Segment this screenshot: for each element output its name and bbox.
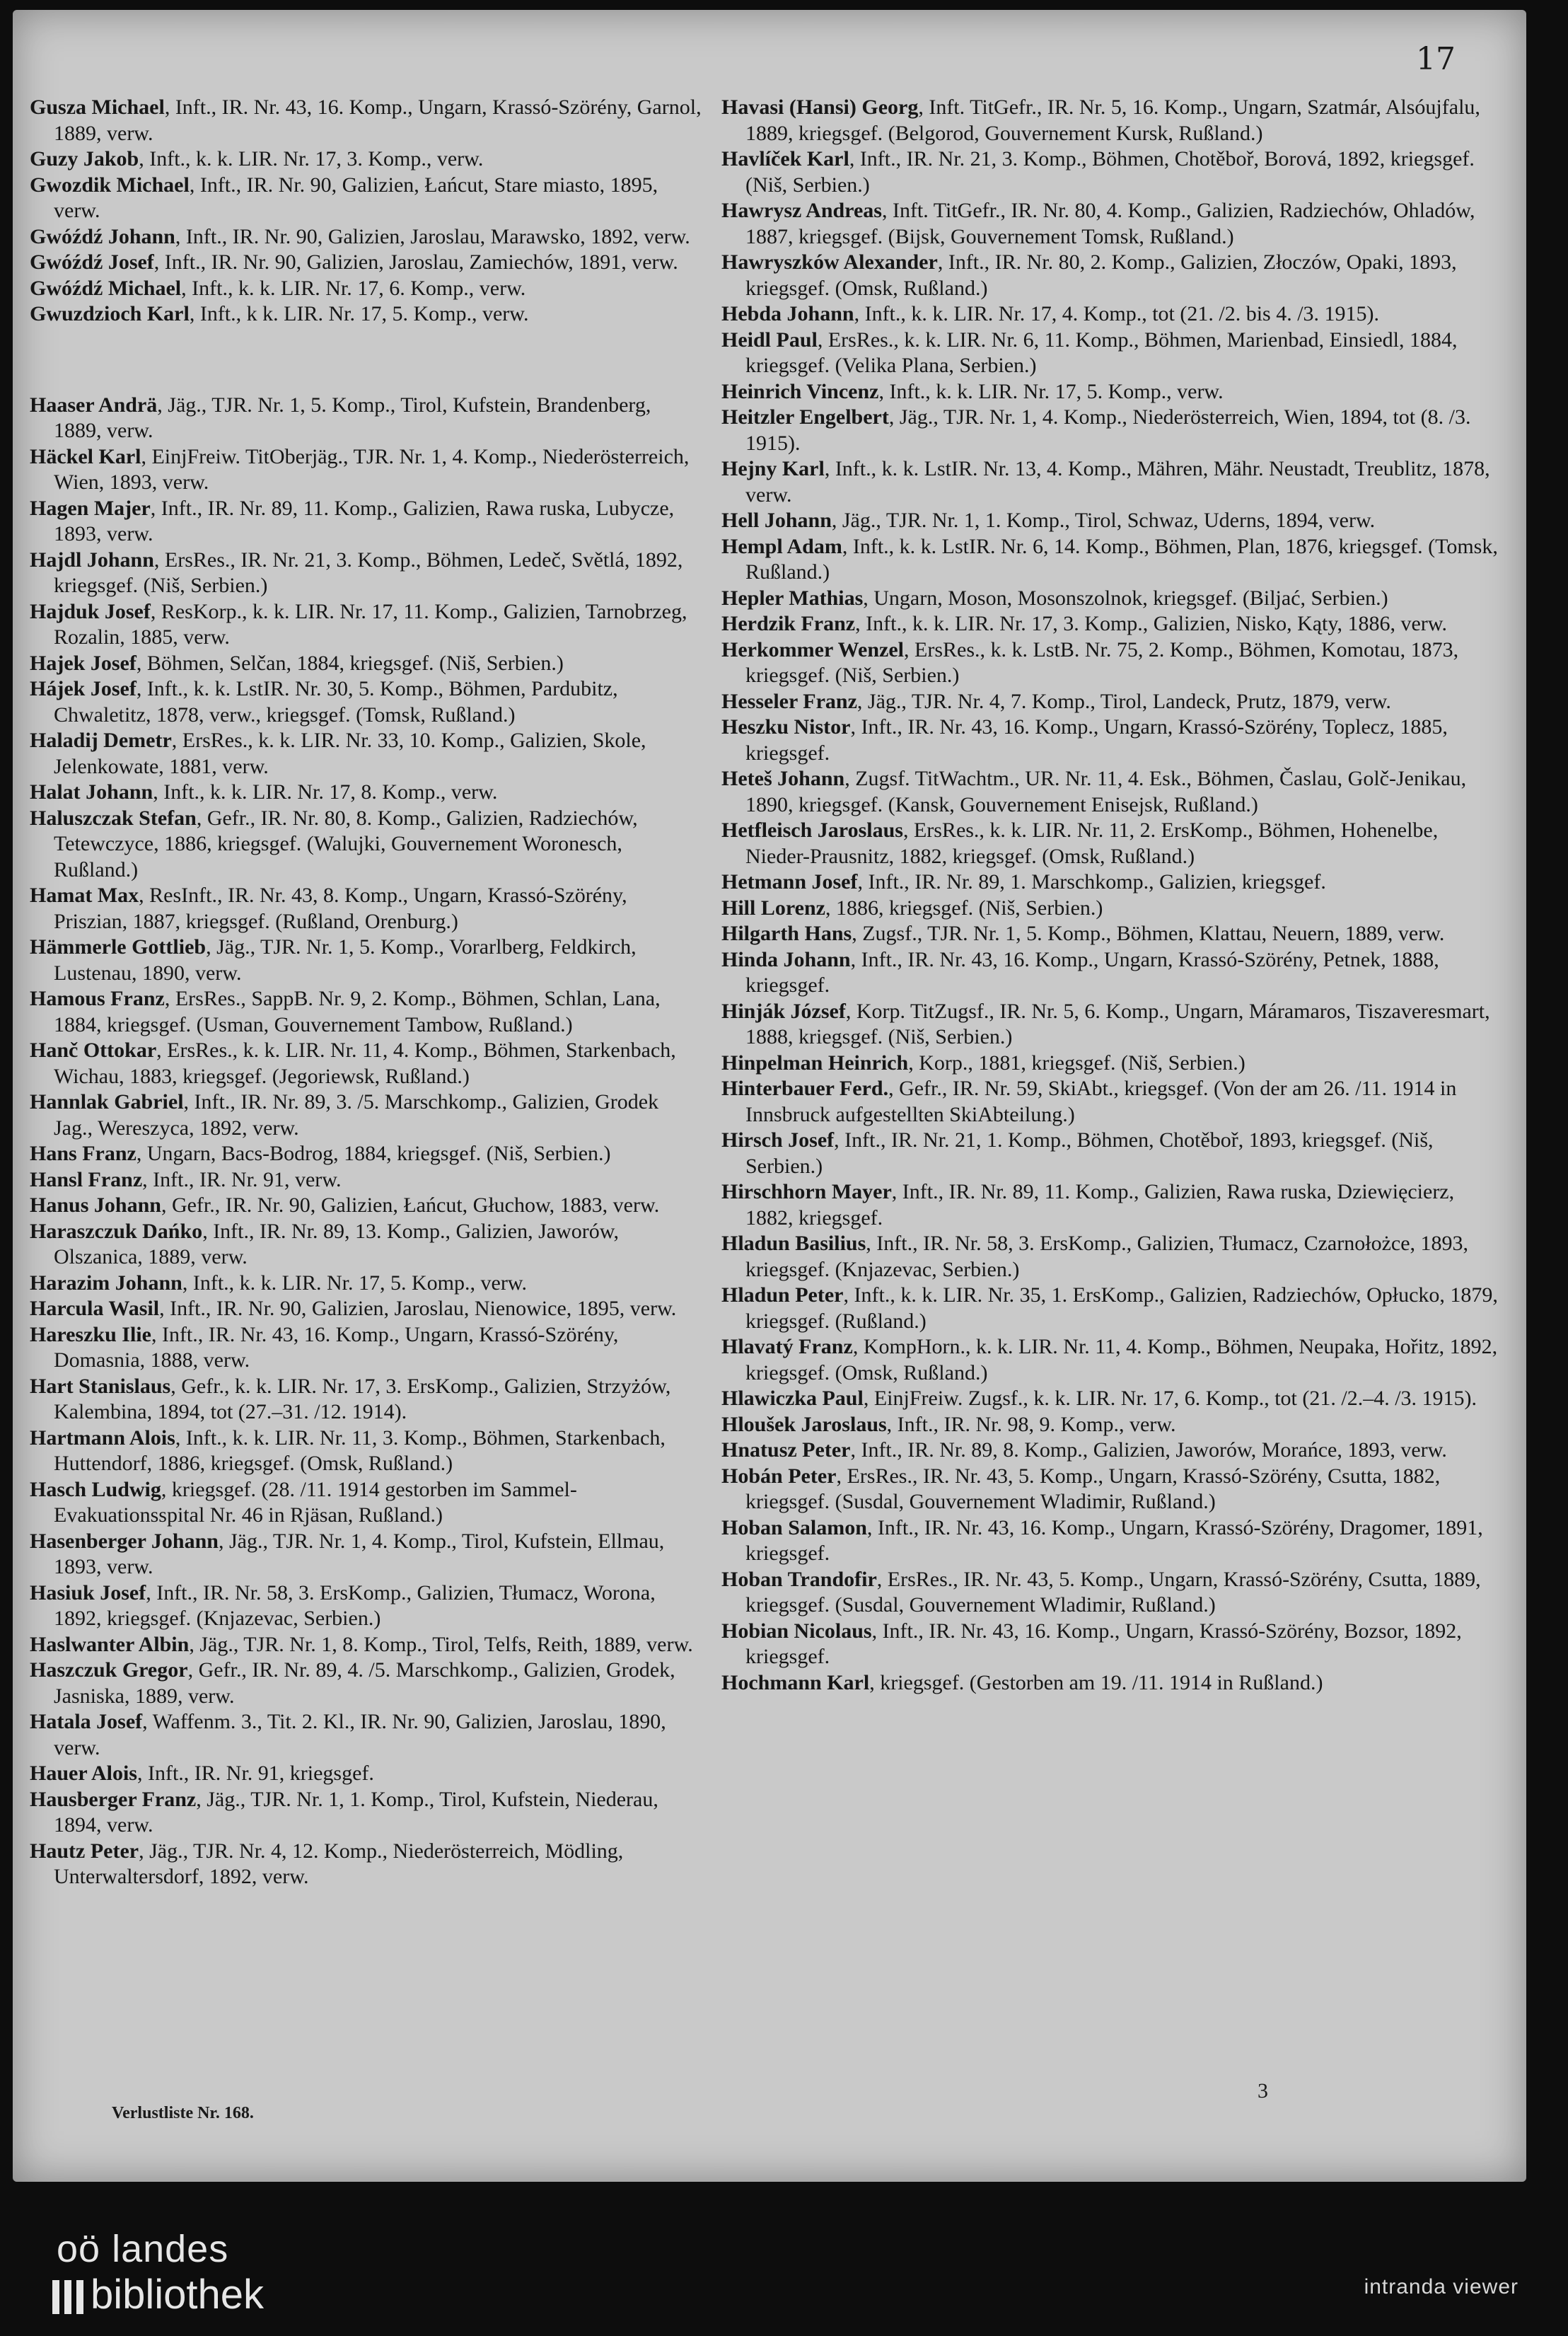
entry-text: , Inft., k. k. LIR. Nr. 17, 5. Komp., verw. <box>182 1271 528 1295</box>
entry-text: , ErsRes., IR. Nr. 21, 3. Komp., Böhmen, Ledeč, Světlá, 1892, kriegsgef. (Niš, Serbien.) <box>54 548 683 597</box>
entry-name: Heidl Paul <box>721 328 818 352</box>
entry-name: Hilgarth Hans <box>721 922 852 945</box>
entry-name: Guzy Jakob <box>30 147 139 170</box>
list-entry <box>721 999 1506 1051</box>
entry-text: , kriegsgef. (Gestorben am 19. /11. 1914 in Rußland.) <box>869 1670 1323 1694</box>
entry-text: , ErsRes., k. k. LstB. Nr. 75, 2. Komp., Böhmen, Komotau, 1873, kriegsgef. (Niš, Serbien.) <box>745 637 1459 687</box>
entry-text: , Jäg., TJR. Nr. 1, 8. Komp., Tirol, Telfs, Reith, 1889, verw. <box>189 1632 693 1656</box>
list-entry <box>721 1179 1506 1231</box>
entry-name: Heinrich Vincenz <box>721 379 879 403</box>
entry-text: , KompHorn., k. k. LIR. Nr. 11, 4. Komp., Böhmen, Neupaka, Hořitz, 1892, kriegsgef. (Omsk, Rußland.) <box>745 1335 1498 1384</box>
entry-name: Hájek Josef <box>30 677 137 700</box>
list-entry <box>30 1477 702 1529</box>
list-entry <box>30 146 702 173</box>
entry-text: , Inft., k. k. LstIR. Nr. 13, 4. Komp., Mähren, Mähr. Neustadt, Treublitz, 1878, verw. <box>745 457 1490 507</box>
list-entry <box>30 986 702 1038</box>
entry-text: , Inft., k. k. LIR. Nr. 17, 3. Komp., verw. <box>139 147 484 170</box>
entry-name: Herkommer Wenzel <box>721 637 904 661</box>
list-entry <box>30 883 702 935</box>
entry-name: Hasiuk Josef <box>30 1580 146 1604</box>
entry-name: Hlawiczka Paul <box>721 1387 864 1410</box>
document-page <box>13 10 1526 2182</box>
entry-text: , Inft., k. k. LIR. Nr. 17, 4. Komp., tot (21. /2. bis 4. /3. 1915). <box>854 302 1380 325</box>
entry-text: , Inft., IR. Nr. 91, verw. <box>142 1167 342 1191</box>
list-entry <box>721 1464 1506 1515</box>
entry-name: Hartmann Alois <box>30 1426 175 1450</box>
entry-text: , Ungarn, Bacs-Bodrog, 1884, kriegsgef. (Niš, Serbien.) <box>136 1142 611 1165</box>
list-entry <box>721 146 1506 198</box>
entry-text: , Inft., IR. Nr. 58, 3. ErsKomp., Galizien, Tłumacz, Worona, 1892, kriegsgef. (Knjazevac, Serbien.) <box>54 1580 656 1630</box>
list-entry <box>721 1438 1506 1464</box>
entry-text: , Inft., k. k. LstIR. Nr. 30, 5. Komp., Böhmen, Pardubitz, Chwaletitz, 1878, verw., kriegsgef. (Tomsk, Rußland.) <box>54 677 618 727</box>
entry-name: Hill Lorenz <box>721 896 825 920</box>
list-entry <box>721 611 1506 637</box>
list-entry <box>721 198 1506 250</box>
entry-text: , Inft., IR. Nr. 43, 16. Komp., Ungarn, Krassó-Szörény, Domasnia, 1888, verw. <box>54 1322 619 1372</box>
list-entry <box>721 1283 1506 1334</box>
entry-text: , Inft., IR. Nr. 90, Galizien, Jaroslau, Marawsko, 1892, verw. <box>175 224 690 248</box>
entry-name: Haszczuk Gregor <box>30 1658 188 1682</box>
list-entry <box>721 1076 1506 1128</box>
entry-text: , Gefr., IR. Nr. 90, Galizien, Łańcut, Głuchow, 1883, verw. <box>161 1193 660 1217</box>
entry-name: Hobán Peter <box>721 1464 837 1488</box>
entry-text: , Inft., IR. Nr. 43, 16. Komp., Ungarn, Krassó-Szörény, Dragomer, 1891, kriegsgef. <box>745 1515 1483 1565</box>
list-entry <box>721 95 1506 146</box>
entry-name: Gusza Michael <box>30 96 165 119</box>
entry-text: , Inft., IR. Nr. 89, 8. Komp., Galizien, Jaworów, Morańce, 1893, verw. <box>850 1438 1447 1462</box>
list-entry <box>721 1567 1506 1619</box>
entry-name: Hladun Basilius <box>721 1232 866 1255</box>
entry-text: , Inft., IR. Nr. 90, Galizien, Jaroslau, Zamiechów, 1891, verw. <box>153 250 678 274</box>
entry-name: Hawrysz Andreas <box>721 199 882 222</box>
list-entry <box>30 1219 702 1271</box>
entry-text: , Inft., IR. Nr. 43, 16. Komp., Ungarn, Krassó-Szörény, Garnol, 1889, verw. <box>54 96 702 145</box>
right-column <box>721 95 1506 1696</box>
list-entry <box>30 496 702 548</box>
entry-name: Hasenberger Johann <box>30 1529 219 1553</box>
entry-name: Hajduk Josef <box>30 599 151 623</box>
list-entry <box>721 689 1506 715</box>
list-entry <box>30 728 702 780</box>
entry-text: , Inft., IR. Nr. 58, 3. ErsKomp., Galizien, Tłumacz, Czarnołożce, 1893, kriegsgef. (Knjazevac, Serbien.) <box>745 1232 1469 1281</box>
list-entry <box>721 301 1506 328</box>
entry-text: , Inft., IR. Nr. 89, 3. /5. Marschkomp., Galizien, Grodek Jag., Wereszyca, 1892, verw. <box>54 1090 659 1140</box>
entry-name: Hanč Ottokar <box>30 1039 157 1062</box>
list-entry <box>721 1619 1506 1670</box>
entry-name: Hautz Peter <box>30 1839 139 1863</box>
entry-name: Gwóźdź Johann <box>30 224 175 248</box>
list-entry <box>30 1761 702 1787</box>
entry-text: , EinjFreiw. Zugsf., k. k. LIR. Nr. 17, 6. Komp., tot (21. /2.–4. /3. 1915). <box>863 1387 1477 1410</box>
entry-name: Hans Franz <box>30 1142 137 1165</box>
list-entry <box>721 379 1506 405</box>
entry-text: , Gefr., k. k. LIR. Nr. 17, 3. ErsKomp., Galizien, Strzyżów, Kalembina, 1894, tot (27.–31. /12. 1914). <box>54 1374 671 1423</box>
viewer-footer <box>0 2221 1568 2336</box>
entry-name: Hauer Alois <box>30 1762 137 1785</box>
entry-name: Häckel Karl <box>30 444 141 468</box>
entry-name: Hetfleisch Jaroslaus <box>721 819 903 842</box>
entry-name: Hajdl Johann <box>30 548 154 572</box>
list-entry <box>30 676 702 728</box>
entry-name: Haraszczuk Dańko <box>30 1219 203 1243</box>
entry-text: , Inft., IR. Nr. 80, 2. Komp., Galizien, Złoczów, Opaki, 1893, kriegsgef. (Omsk, Rußland.) <box>745 250 1457 300</box>
entry-text: , Inft., IR. Nr. 43, 16. Komp., Ungarn, Krassó-Szörény, Toplecz, 1885, kriegsgef. <box>745 715 1448 765</box>
entry-name: Harazim Johann <box>30 1271 182 1295</box>
list-entry <box>721 1231 1506 1283</box>
entry-name: Herdzik Franz <box>721 612 856 635</box>
entry-name: Hepler Mathias <box>721 586 864 610</box>
entry-name: Hirschhorn Mayer <box>721 1180 892 1203</box>
entry-text: , Inft. TitGefr., IR. Nr. 80, 4. Komp., Galizien, Radziechów, Ohladów, 1887, kriegsgef. (Bijsk, Gouvernement Tomsk, Rußland.) <box>745 199 1475 248</box>
entry-name: Gwóźdź Josef <box>30 250 154 274</box>
entry-name: Hamat Max <box>30 884 139 907</box>
entry-name: Hell Johann <box>721 509 832 532</box>
entry-name: Hirsch Josef <box>721 1128 835 1152</box>
list-entry <box>721 869 1506 896</box>
list-entry <box>30 1296 702 1322</box>
entry-name: Hannlak Gabriel <box>30 1090 184 1114</box>
list-entry <box>721 1515 1506 1567</box>
entry-name: Halat Johann <box>30 780 153 804</box>
entry-text: , Inft., k. k. LIR. Nr. 17, 3. Komp., Galizien, Nisko, Kąty, 1886, verw. <box>855 612 1447 635</box>
list-entry <box>30 393 702 444</box>
list-entry <box>721 1051 1506 1077</box>
list-entry <box>721 1412 1506 1438</box>
list-entry <box>30 1167 702 1193</box>
entry-text: , EinjFreiw. TitOberjäg., TJR. Nr. 1, 4. Komp., Niederösterreich, Wien, 1893, verw. <box>54 444 690 494</box>
list-entry <box>30 1632 702 1658</box>
list-entry <box>30 1271 702 1297</box>
viewer-brand[interactable]: intranda viewer <box>1364 2275 1518 2299</box>
entry-name: Hetmann Josef <box>721 870 858 894</box>
verlustliste-footer: Verlustliste Nr. 168. <box>112 2104 254 2122</box>
entry-name: Hagen Majer <box>30 496 151 520</box>
entry-name: Hart Stanislaus <box>30 1374 171 1398</box>
entry-name: Havasi (Hansi) Georg <box>721 96 919 119</box>
entry-name: Havlíček Karl <box>721 147 849 170</box>
list-entry <box>30 1787 702 1839</box>
entry-text: , Korp. TitZugsf., IR. Nr. 5, 6. Komp., Ungarn, Máramaros, Tiszaveresmart, 1888, kriegsgef. (Niš, Serbien.) <box>745 999 1490 1048</box>
entry-text: , Korp., 1881, kriegsgef. (Niš, Serbien.) <box>908 1051 1245 1075</box>
entry-text: , kriegsgef. (28. /11. 1914 gestorben im Sammel-Evakuationsspital Nr. 46 in Rjäsan, Rußland.) <box>54 1477 577 1527</box>
entry-text: , Zugsf., TJR. Nr. 1, 5. Komp., Böhmen, Klattau, Neuern, 1889, verw. <box>852 922 1445 945</box>
list-entry <box>30 651 702 677</box>
list-entry <box>721 1670 1506 1696</box>
entry-text: , Inft., k. k. LstIR. Nr. 6, 14. Komp., Böhmen, Plan, 1876, kriegsgef. (Tomsk, Rußland.) <box>745 534 1498 584</box>
list-entry <box>30 780 702 806</box>
entry-name: Hloušek Jaroslaus <box>721 1412 887 1436</box>
list-entry <box>30 1089 702 1141</box>
entry-text: , Inft., IR. Nr. 89, 11. Komp., Galizien, Rawa ruska, Lubycze, 1893, verw. <box>54 496 675 545</box>
entry-text: , Gefr., IR. Nr. 80, 8. Komp., Galizien, Radziechów, Tetewczyce, 1886, kriegsgef. (Walujki, Gouvernement Woronesch, Rußland.) <box>54 806 638 881</box>
entry-text: , Inft., IR. Nr. 91, kriegsgef. <box>137 1762 374 1785</box>
entry-name: Hochmann Karl <box>721 1670 870 1694</box>
entry-text: , Gefr., IR. Nr. 59, SkiAbt., kriegsgef. (Von der am 26. /11. 1914 in Innsbruck aufgestellten SkiAbteilung.) <box>745 1077 1457 1126</box>
list-entry <box>30 806 702 884</box>
entry-text: , Jäg., TJR. Nr. 1, 5. Komp., Tirol, Kufstein, Brandenberg, 1889, verw. <box>54 393 651 442</box>
entry-name: Hatala Josef <box>30 1710 143 1733</box>
entry-name: Hämmerle Gottlieb <box>30 935 207 959</box>
list-entry <box>30 250 702 276</box>
entry-text: , ErsRes., k. k. LIR. Nr. 11, 2. ErsKomp., Böhmen, Hohenelbe, Nieder-Prausnitz, 1882, kriegsgef. (Omsk, Rußland.) <box>745 819 1439 868</box>
entry-name: Hajek Josef <box>30 651 137 675</box>
entry-text: , Ungarn, Moson, Mosonszolnok, kriegsgef. (Biljać, Serbien.) <box>863 586 1388 610</box>
entry-name: Hempl Adam <box>721 534 842 558</box>
entry-name: Hnatusz Peter <box>721 1438 851 1462</box>
list-entry <box>721 1128 1506 1179</box>
entry-text: , ResKorp., k. k. LIR. Nr. 17, 11. Komp., Galizien, Tarnobrzeg, Rozalin, 1885, verw. <box>54 599 687 649</box>
list-entry <box>30 444 702 496</box>
entry-text: , Jäg., TJR. Nr. 1, 4. Komp., Tirol, Kufstein, Ellmau, 1893, verw. <box>54 1529 665 1578</box>
entry-text: , Jäg., TJR. Nr. 1, 1. Komp., Tirol, Kufstein, Niederau, 1894, verw. <box>54 1787 658 1837</box>
list-entry <box>30 224 702 250</box>
entry-name: Heitzler Engelbert <box>721 405 889 429</box>
entry-text: , Inft., k. k. LIR. Nr. 17, 8. Komp., verw. <box>153 780 498 804</box>
list-entry <box>721 586 1506 612</box>
entry-text: , Inft., IR. Nr. 98, 9. Komp., verw. <box>886 1412 1176 1436</box>
entry-name: Hansl Franz <box>30 1167 143 1191</box>
library-logo-line1: oö landes <box>57 2228 229 2270</box>
entry-text: , Inft., k. k. LIR. Nr. 17, 5. Komp., verw. <box>878 379 1224 403</box>
entry-name: Hlavatý Franz <box>721 1335 853 1358</box>
page-number: 17 <box>1416 41 1456 77</box>
entry-name: Hawryszków Alexander <box>721 250 938 274</box>
list-entry <box>721 766 1506 818</box>
list-entry <box>721 250 1506 301</box>
entry-text: , Jäg., TJR. Nr. 1, 1. Komp., Tirol, Schwaz, Uderns, 1894, verw. <box>831 509 1376 532</box>
entry-text: , Inft., IR. Nr. 90, Galizien, Jaroslau, Nienowice, 1895, verw. <box>159 1297 677 1320</box>
library-logo-line2: bibliothek <box>91 2272 265 2318</box>
list-entry <box>721 947 1506 999</box>
entry-name: Gwuzdzioch Karl <box>30 302 190 325</box>
entry-text: , Jäg., TJR. Nr. 4, 7. Komp., Tirol, Landeck, Prutz, 1879, verw. <box>856 689 1391 713</box>
entry-text: , Böhmen, Selčan, 1884, kriegsgef. (Niš, Serbien.) <box>136 651 564 675</box>
entry-name: Harcula Wasil <box>30 1297 160 1320</box>
list-entry <box>30 1038 702 1089</box>
list-entry <box>721 1386 1506 1412</box>
entry-name: Hasch Ludwig <box>30 1477 161 1501</box>
list-entry <box>721 818 1506 869</box>
entry-name: Gwóźdź Michael <box>30 276 182 300</box>
entry-name: Hinda Johann <box>721 947 851 971</box>
list-entry <box>721 1334 1506 1386</box>
entry-text: , Inft., IR. Nr. 89, 13. Komp., Galizien, Jaworów, Olszanica, 1889, verw. <box>54 1219 619 1268</box>
entry-text: , ErsRes., k. k. LIR. Nr. 33, 10. Komp., Galizien, Skole, Jelenkowate, 1881, verw. <box>54 729 646 778</box>
entry-name: Hareszku Ilie <box>30 1322 151 1346</box>
list-entry <box>30 548 702 599</box>
library-logo-icon <box>52 2280 83 2314</box>
entry-text: , 1886, kriegsgef. (Niš, Serbien.) <box>825 896 1103 920</box>
entry-text: , Inft., IR. Nr. 90, Galizien, Łańcut, Stare miasto, 1895, verw. <box>54 173 658 222</box>
entry-text: , ErsRes., k. k. LIR. Nr. 6, 11. Komp., Böhmen, Marienbad, Einsiedl, 1884, kriegsgef. (Velika Plana, Serbien.) <box>745 328 1458 377</box>
list-entry <box>30 173 702 224</box>
list-entry <box>30 1580 702 1632</box>
entry-name: Haaser Andrä <box>30 393 158 417</box>
list-entry <box>721 508 1506 534</box>
entry-text: , Jäg., TJR. Nr. 1, 4. Komp., Niederösterreich, Wien, 1894, tot (8. /3. 1915). <box>745 405 1471 455</box>
list-entry <box>721 715 1506 766</box>
entry-text: , Inft., k k. LIR. Nr. 17, 5. Komp., verw. <box>189 302 529 325</box>
entry-name: Haladij Demetr <box>30 729 172 752</box>
entry-text: , Inft., IR. Nr. 21, 1. Komp., Böhmen, Chotěboř, 1893, kriegsgef. (Niš, Serbien.) <box>745 1128 1434 1178</box>
list-entry <box>721 921 1506 947</box>
entry-text: , Jäg., TJR. Nr. 1, 5. Komp., Vorarlberg, Feldkirch, Lustenau, 1890, verw. <box>54 935 637 985</box>
entry-text: , Zugsf. TitWachtm., UR. Nr. 11, 4. Esk., Böhmen, Časlau, Golč-Jenikau, 1890, kriegsgef. (Kansk, Gouvernement Enisejsk, Rußland.) <box>745 767 1467 816</box>
list-entry <box>30 1426 702 1477</box>
entry-text: , Jäg., TJR. Nr. 4, 12. Komp., Niederösterreich, Mödling, Unterwaltersdorf, 1892, verw. <box>54 1839 624 1888</box>
list-entry <box>30 1709 702 1761</box>
entry-text: , ErsRes., IR. Nr. 43, 5. Komp., Ungarn, Krassó-Szörény, Csutta, 1889, kriegsgef. (Susdal, Gouvernement Wladimir, Rußland.) <box>745 1567 1481 1617</box>
entry-text: , Gefr., IR. Nr. 89, 4. /5. Marschkomp., Galizien, Grodek, Jasniska, 1889, verw. <box>54 1658 675 1708</box>
entry-name: Hoban Salamon <box>721 1515 867 1539</box>
entry-text: , Waffenm. 3., Tit. 2. Kl., IR. Nr. 90, Galizien, Jaroslau, 1890, verw. <box>54 1710 666 1759</box>
entry-name: Hausberger Franz <box>30 1787 197 1811</box>
entry-name: Hejny Karl <box>721 457 825 480</box>
list-entry <box>721 637 1506 689</box>
entry-name: Hinpelman Heinrich <box>721 1051 909 1075</box>
entry-name: Hesseler Franz <box>721 689 857 713</box>
entry-text: , ErsRes., SappB. Nr. 9, 2. Komp., Böhmen, Schlan, Lana, 1884, kriegsgef. (Usman, Gouvernement Tambow, Rußland.) <box>54 987 661 1036</box>
entry-name: Heteš Johann <box>721 767 845 790</box>
entry-text: , ResInft., IR. Nr. 43, 8. Komp., Ungarn, Krassó-Szörény, Priszian, 1887, kriegsgef. (Rußland, Orenburg.) <box>54 884 627 933</box>
entry-name: Hladun Peter <box>721 1283 844 1307</box>
list-entry <box>721 896 1506 922</box>
entry-text: , Inft., k. k. LIR. Nr. 17, 6. Komp., verw. <box>181 276 526 300</box>
entry-name: Hinják József <box>721 999 846 1023</box>
list-entry <box>721 534 1506 586</box>
entry-text: , ErsRes., IR. Nr. 43, 5. Komp., Ungarn, Krassó-Szörény, Csutta, 1882, kriegsgef. (Susdal, Gouvernement Wladimir, Rußland.) <box>745 1464 1441 1513</box>
entry-name: Heszku Nistor <box>721 715 851 739</box>
entry-name: Haslwanter Albin <box>30 1632 190 1656</box>
list-entry <box>721 405 1506 456</box>
entry-name: Hinterbauer Ferd. <box>721 1077 889 1100</box>
list-entry <box>30 1529 702 1580</box>
entry-text: , Inft. TitGefr., IR. Nr. 5, 16. Komp., Ungarn, Szatmár, Alsóujfalu, 1889, kriegsgef. (Belgorod, Gouvernement Kursk, Rußland.) <box>745 96 1480 145</box>
left-column <box>30 95 702 1890</box>
list-entry <box>30 276 702 302</box>
entry-name: Hobian Nicolaus <box>721 1619 872 1643</box>
entry-text: , Inft., IR. Nr. 89, 11. Komp., Galizien, Rawa ruska, Dziewięcierz, 1882, kriegsgef. <box>745 1180 1455 1230</box>
entry-name: Hoban Trandofir <box>721 1567 877 1591</box>
entry-text: , Inft., IR. Nr. 43, 16. Komp., Ungarn, Krassó-Szörény, Bozsor, 1892, kriegsgef. <box>745 1619 1462 1668</box>
list-entry <box>30 301 702 328</box>
list-entry <box>30 1193 702 1219</box>
entry-text: , Inft., k. k. LIR. Nr. 11, 3. Komp., Böhmen, Starkenbach, Huttendorf, 1886, kriegsgef. (Omsk, Rußland.) <box>54 1426 666 1475</box>
sheet-mark: 3 <box>1258 2079 1268 2103</box>
entry-text: , ErsRes., k. k. LIR. Nr. 11, 4. Komp., Böhmen, Starkenbach, Wichau, 1883, kriegsgef. (Jegoriewsk, Rußland.) <box>54 1039 676 1088</box>
list-entry <box>30 935 702 986</box>
section-gap <box>30 328 702 393</box>
entry-text: , Inft., IR. Nr. 89, 1. Marschkomp., Galizien, kriegsgef. <box>857 870 1326 894</box>
list-entry <box>30 95 702 146</box>
entry-text: , Inft., k. k. LIR. Nr. 35, 1. ErsKomp., Galizien, Radziechów, Opłucko, 1879, kriegsgef. (Rußland.) <box>745 1283 1498 1333</box>
list-entry <box>721 456 1506 508</box>
entry-text: , Inft., IR. Nr. 21, 3. Komp., Böhmen, Chotěboř, Borová, 1892, kriegsgef. (Niš, Serbien.) <box>745 147 1475 197</box>
entry-name: Hanus Johann <box>30 1193 161 1217</box>
list-entry <box>30 1374 702 1426</box>
entry-name: Haluszczak Stefan <box>30 806 197 830</box>
list-entry <box>30 1658 702 1709</box>
entry-text: , Inft., IR. Nr. 43, 16. Komp., Ungarn, Krassó-Szörény, Petnek, 1888, kriegsgef. <box>745 947 1439 997</box>
list-entry <box>30 1141 702 1167</box>
list-entry <box>30 1322 702 1374</box>
entry-name: Hamous Franz <box>30 987 165 1010</box>
list-entry <box>30 599 702 651</box>
list-entry <box>721 328 1506 379</box>
entry-name: Gwozdik Michael <box>30 173 190 197</box>
entry-name: Hebda Johann <box>721 302 854 325</box>
list-entry <box>30 1839 702 1890</box>
